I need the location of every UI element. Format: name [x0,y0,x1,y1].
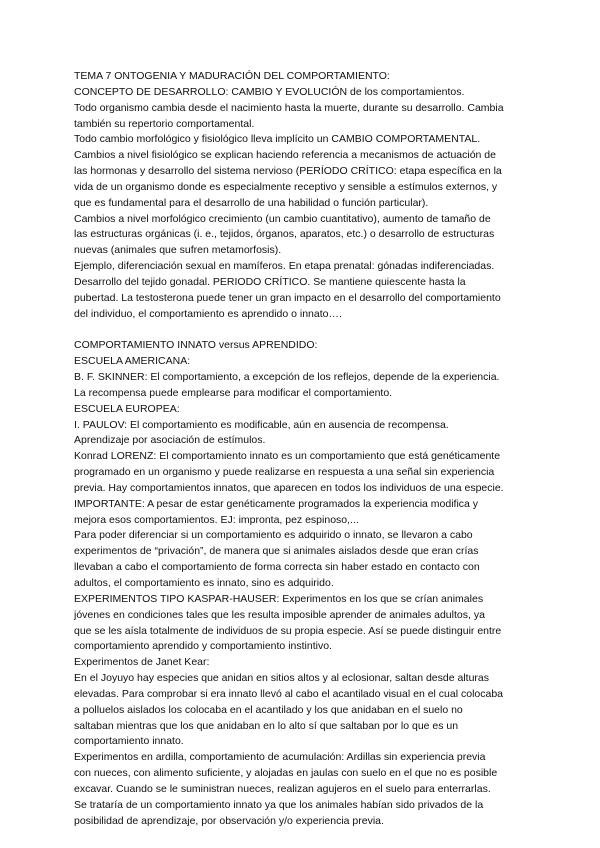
text-line: Todo cambio morfológico y fisiológico lleva implícito un CAMBIO COMPORTAMENTAL. [74,133,481,146]
text-line: experimentos de “privación”, de manera que si animales aislados desde que eran crías [74,545,479,558]
text-line: Experimentos de Janet Kear: [74,656,210,669]
text-line: a polluelos aislados los colocaba en el acantilado y los que anidaban en el suelo no [74,703,463,716]
text-line: Konrad LORENZ: El comportamiento innato es un comportamiento que está genéticamente [74,450,501,463]
text-line: comportamiento innato. [74,735,184,748]
text-line: nuevas (animales que sufren metamorfosis). [74,244,282,257]
text-line: que se les aísla totalmente de individuos de su propia especie. Así se puede distinguir entre [74,624,502,637]
text-line: CONCEPTO DE DESARROLLO: CAMBIO Y EVOLUCIÓN de los comportamientos. [74,85,465,98]
text-line: que es fundamental para el desarrollo de una habilidad o función particular). [74,196,429,209]
text-line: I. PAULOV: El comportamiento es modificable, aún en ausencia de recompensa. [74,418,449,431]
text-line: con nueces, con alimento suficiente, y alojadas en jaulas con suelo en el que no es posible [74,767,498,780]
text-line: Experimentos en ardilla, comportamiento de acumulación: Ardillas sin experiencia previa [74,751,486,764]
text-line: saltaban mientras que los que anidaban en lo alto sí que saltaban por lo que es un [74,719,459,732]
text-line: B. F. SKINNER: El comportamiento, a excepción de los reflejos, depende de la experiencia. [74,371,500,384]
text-line: ESCUELA EUROPEA: [74,402,180,415]
text-line: mejora esos comportamientos. EJ: impronta, pez espinoso,... [74,513,359,526]
text-line: vida de un organismo donde es especialmente receptivo y sensible a estímulos externos, y [74,180,498,193]
text-line: COMPORTAMIENTO INNATO versus APRENDIDO: [74,339,318,352]
text-line: TEMA 7 ONTOGENIA Y MADURACIÓN DEL COMPORTAMIENTO: [74,70,390,82]
text-line: posibilidad de aprendizaje, por observación y/o experiencia previa. [74,814,384,827]
text-line: Se trataría de un comportamiento innato ya que los animales habían sido privados de la [74,798,484,811]
text-line: también su repertorio comportamental. [74,117,255,130]
text-line: En el Joyuyo hay especies que anidan en sitios altos y al eclosionar, saltan desde alturas [74,672,490,685]
document-page [74,69,536,830]
text-line: Aprendizaje por asociación de estímulos. [74,434,266,447]
text-line: EXPERIMENTOS TIPO KASPAR-HAUSER: Experimentos en los que se crían animales [74,592,484,605]
text-line: adultos, el comportamiento es innato, sino es adquirido. [74,577,334,589]
text-line: La recompensa puede emplearse para modificar el comportamiento. [74,386,393,399]
text-line: Cambios a nivel fisiológico se explican haciendo referencia a mecanismos de actuación de [74,149,496,162]
text-line: programado en un organismo y puede realizarse en respuesta a una señal sin experiencia [74,466,495,479]
text-line: llevaban a cabo el comportamiento de forma correcta sin haber estado en contacto con [74,561,480,574]
section-ontogenia [74,69,536,323]
text-line: pubertad. La testosterona puede tener un gran impacto en el desarrollo del comportamiento [74,291,501,304]
text-line: IMPORTANTE: A pesar de estar genéticamente programados la experiencia modifica y [74,497,479,510]
text-line: jóvenes en condiciones tales que les resulta imposible aprender de animales adultos, ya [74,608,485,621]
text-line: ESCUELA AMERICANA: [74,355,191,368]
text-line: las hormonas y desarrollo del sistema nervioso (PERÍODO CRÍTICO: etapa específica en la [74,165,502,178]
text-line: previa. Hay comportamientos innatos, que aparecen en todos los individuos de una especie. [74,481,504,494]
text-line: excavar. Cuando se le suministran nueces, realizan agujeros en el suelo para enterrarlas. [74,782,491,795]
section-gap [74,323,536,339]
text-line: Ejemplo, diferenciación sexual en mamíferos. En etapa prenatal: gónadas indiferenciadas. [74,260,495,273]
text-line: comportamiento aprendido y comportamiento instintivo. [74,640,332,653]
text-line: elevadas. Para comprobar si era innato llevó al cabo el acantilado visual en el cual colocaba [74,687,504,700]
section-innato-vs-aprendido [74,338,536,829]
text-line: Todo organismo cambia desde el nacimiento hasta la muerte, durante su desarrollo. Cambia [74,101,504,114]
text-line: Para poder diferenciar si un comportamiento es adquirido o innato, se llevaron a cabo [74,529,473,542]
text-line: del individuo, el comportamiento es aprendido o innato…. [74,307,342,320]
text-line: Cambios a nivel morfológico crecimiento (un cambio cuantitativo), aumento de tamaño de [74,212,491,225]
text-line: las estructuras orgánicas (i. e., tejidos, órganos, aparatos, etc.) o desarrollo de estructuras [74,228,495,241]
text-line: Desarrollo del tejido gonadal. PERIODO CRÍTICO. Se mantiene quiescente hasta la [74,275,466,288]
